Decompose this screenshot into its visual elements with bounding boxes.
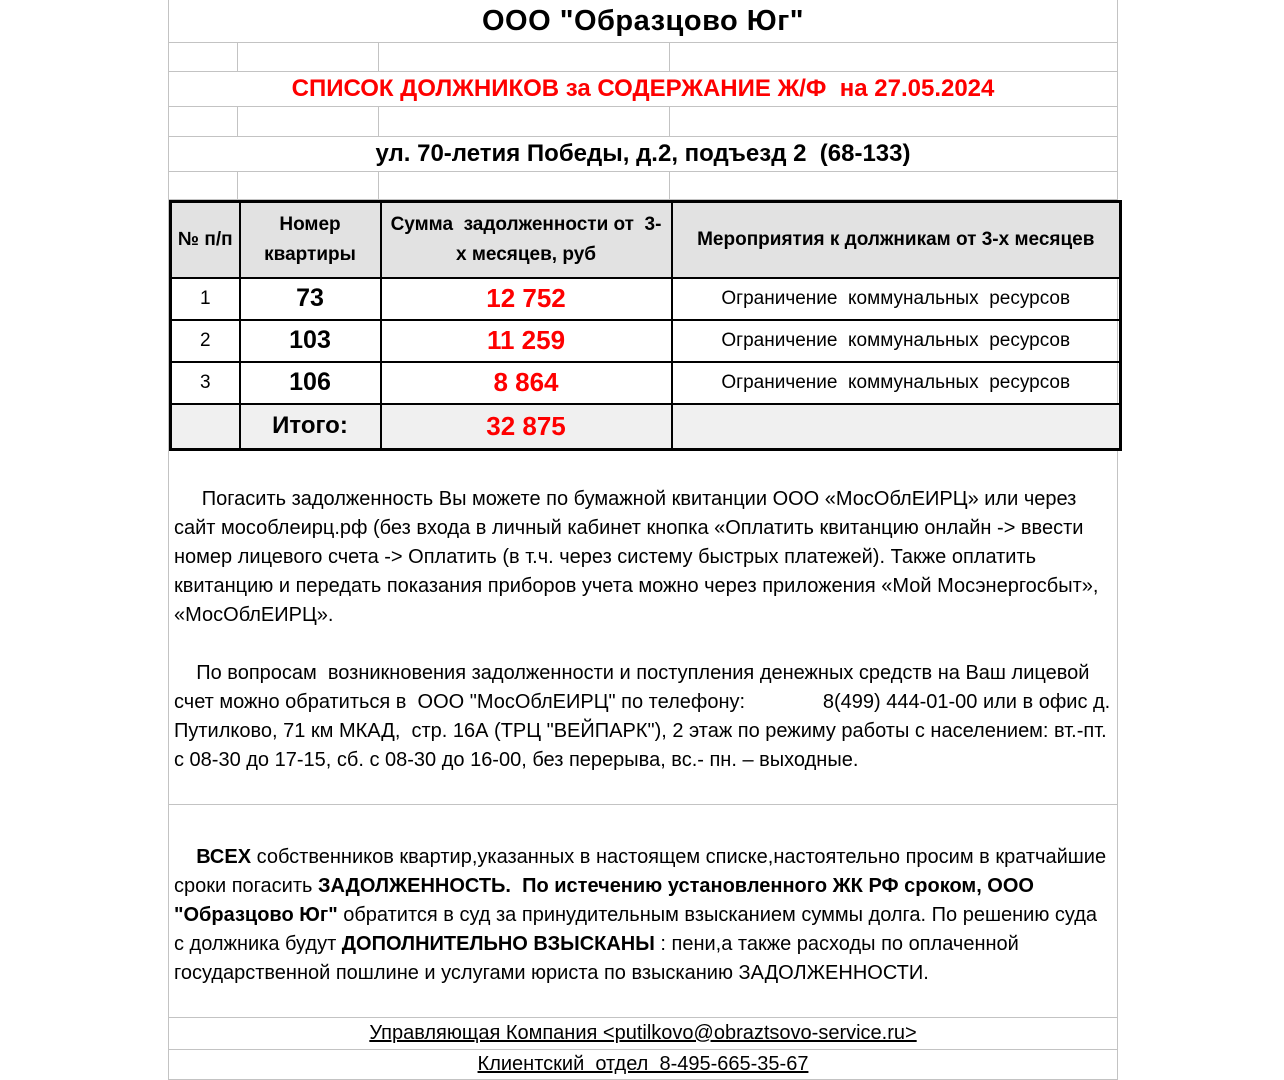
debt-action: Ограничение коммунальных ресурсов [672, 362, 1121, 404]
spacer-row [169, 43, 1117, 72]
management-company-row [169, 1018, 1117, 1050]
payment-info-paragraph-2: По вопросам возникновения задолженности и поступления денежных средств на Ваш лицевой счет можно обратиться в ООО "МосОблЕИРЦ" по телефону: 8(499) 444-01-00 или в офис д. Путилково, 71 км МКАД, стр. 16А (ТРЦ "ВЕЙПАРК"), 2 этаж по режиму работы с населением: вт.-пт. с 08-30 до 17-15, сб. с 08-30 до 16-00, без перерыва, вс.- пн. – выходные. [174, 662, 1116, 771]
building-address: ул. 70-летия Победы, д.2, подъезд 2 (68-133) [375, 140, 911, 167]
table-row [171, 362, 1121, 404]
warning-text-1: собственников квартир,указанных в настоящем списке,настоятельно просим в кратчайшие сроки погасить [174, 846, 1112, 897]
company-title-row [169, 0, 1117, 43]
client-department-row [169, 1050, 1117, 1080]
empty-cell [672, 404, 1121, 450]
empty-cell [169, 43, 238, 71]
empty-cell [238, 172, 379, 199]
table-row [171, 320, 1121, 362]
flat-number: 106 [240, 362, 381, 404]
list-title: СПИСОК ДОЛЖНИКОВ за СОДЕРЖАНИЕ Ж/Ф на 27.05.2024 [291, 75, 995, 102]
management-company-email-link[interactable]: Управляющая Компания <putilkovo@obraztsovo-service.ru> [369, 1022, 917, 1044]
warning-text-2: обратится в суд за принудительным взысканием суммы долга. По решению суда с должника будут [174, 904, 1103, 955]
empty-cell [670, 43, 1117, 71]
header-number: № п/п [171, 202, 240, 278]
debt-amount: 11 259 [381, 320, 672, 362]
header-amount: Сумма задолженности от 3-х месяцев, руб [381, 202, 672, 278]
debt-amount: 12 752 [381, 278, 672, 320]
empty-cell [379, 43, 670, 71]
empty-cell [169, 172, 238, 199]
table-header-row [171, 202, 1121, 278]
debt-action: Ограничение коммунальных ресурсов [672, 320, 1121, 362]
table-total-row [171, 404, 1121, 450]
debtors-table [169, 200, 1122, 451]
empty-cell [171, 404, 240, 450]
table-row [171, 278, 1121, 320]
notice-sheet [168, 0, 1118, 1080]
row-number: 1 [171, 278, 240, 320]
empty-cell [379, 172, 670, 199]
warning-bold-3: ДОПОЛНИТЕЛЬНО ВЗЫСКАНЫ [341, 933, 655, 955]
spacer-row [169, 107, 1117, 137]
list-title-row [169, 72, 1117, 107]
row-number: 2 [171, 320, 240, 362]
warning-text-3: : пени,а также расходы по оплаченной государственной пошлине и услугами юриста по взысканию ЗАДОЛЖЕННОСТИ. [174, 933, 1025, 984]
row-number: 3 [171, 362, 240, 404]
total-amount: 32 875 [381, 404, 672, 450]
spacer-row [169, 172, 1117, 200]
header-action: Мероприятия к должникам от 3-х месяцев [672, 202, 1121, 278]
debt-action: Ограничение коммунальных ресурсов [672, 278, 1121, 320]
header-flat: Номер квартиры [240, 202, 381, 278]
warning-bold-1: ВСЕХ [196, 846, 252, 868]
empty-cell [238, 107, 379, 136]
debt-amount: 8 864 [381, 362, 672, 404]
empty-cell [670, 107, 1117, 136]
empty-cell [169, 107, 238, 136]
flat-number: 103 [240, 320, 381, 362]
flat-number: 73 [240, 278, 381, 320]
empty-cell [238, 43, 379, 71]
client-department-phone-link[interactable]: Клиентский отдел 8-495-665-35-67 [477, 1053, 809, 1075]
warning-bold-2: ЗАДОЛЖЕННОСТЬ. По истечению установленного ЖК РФ сроком, ООО "Образцово Юг" [174, 875, 1040, 926]
company-title: ООО "Образцово Юг" [481, 4, 805, 37]
payment-info-block [169, 451, 1117, 805]
address-row [169, 137, 1117, 172]
empty-cell [670, 172, 1117, 199]
empty-cell [379, 107, 670, 136]
payment-info-paragraph-1: Погасить задолженность Вы можете по бумажной квитанции ООО «МосОблЕИРЦ» или через сайт мособлеирц.рф (без входа в личный кабинет кнопка «Оплатить квитанцию онлайн -> ввести номер лицевого счета -> Оплатить (в т.ч. через систему быстрых платежей). Также оплатить квитанцию и передать показания приборов учета можно через приложения «Мой Мосэнергосбыт», «МосОблЕИРЦ». [174, 488, 1105, 626]
warning-block [169, 805, 1117, 1018]
total-label: Итого: [240, 404, 381, 450]
